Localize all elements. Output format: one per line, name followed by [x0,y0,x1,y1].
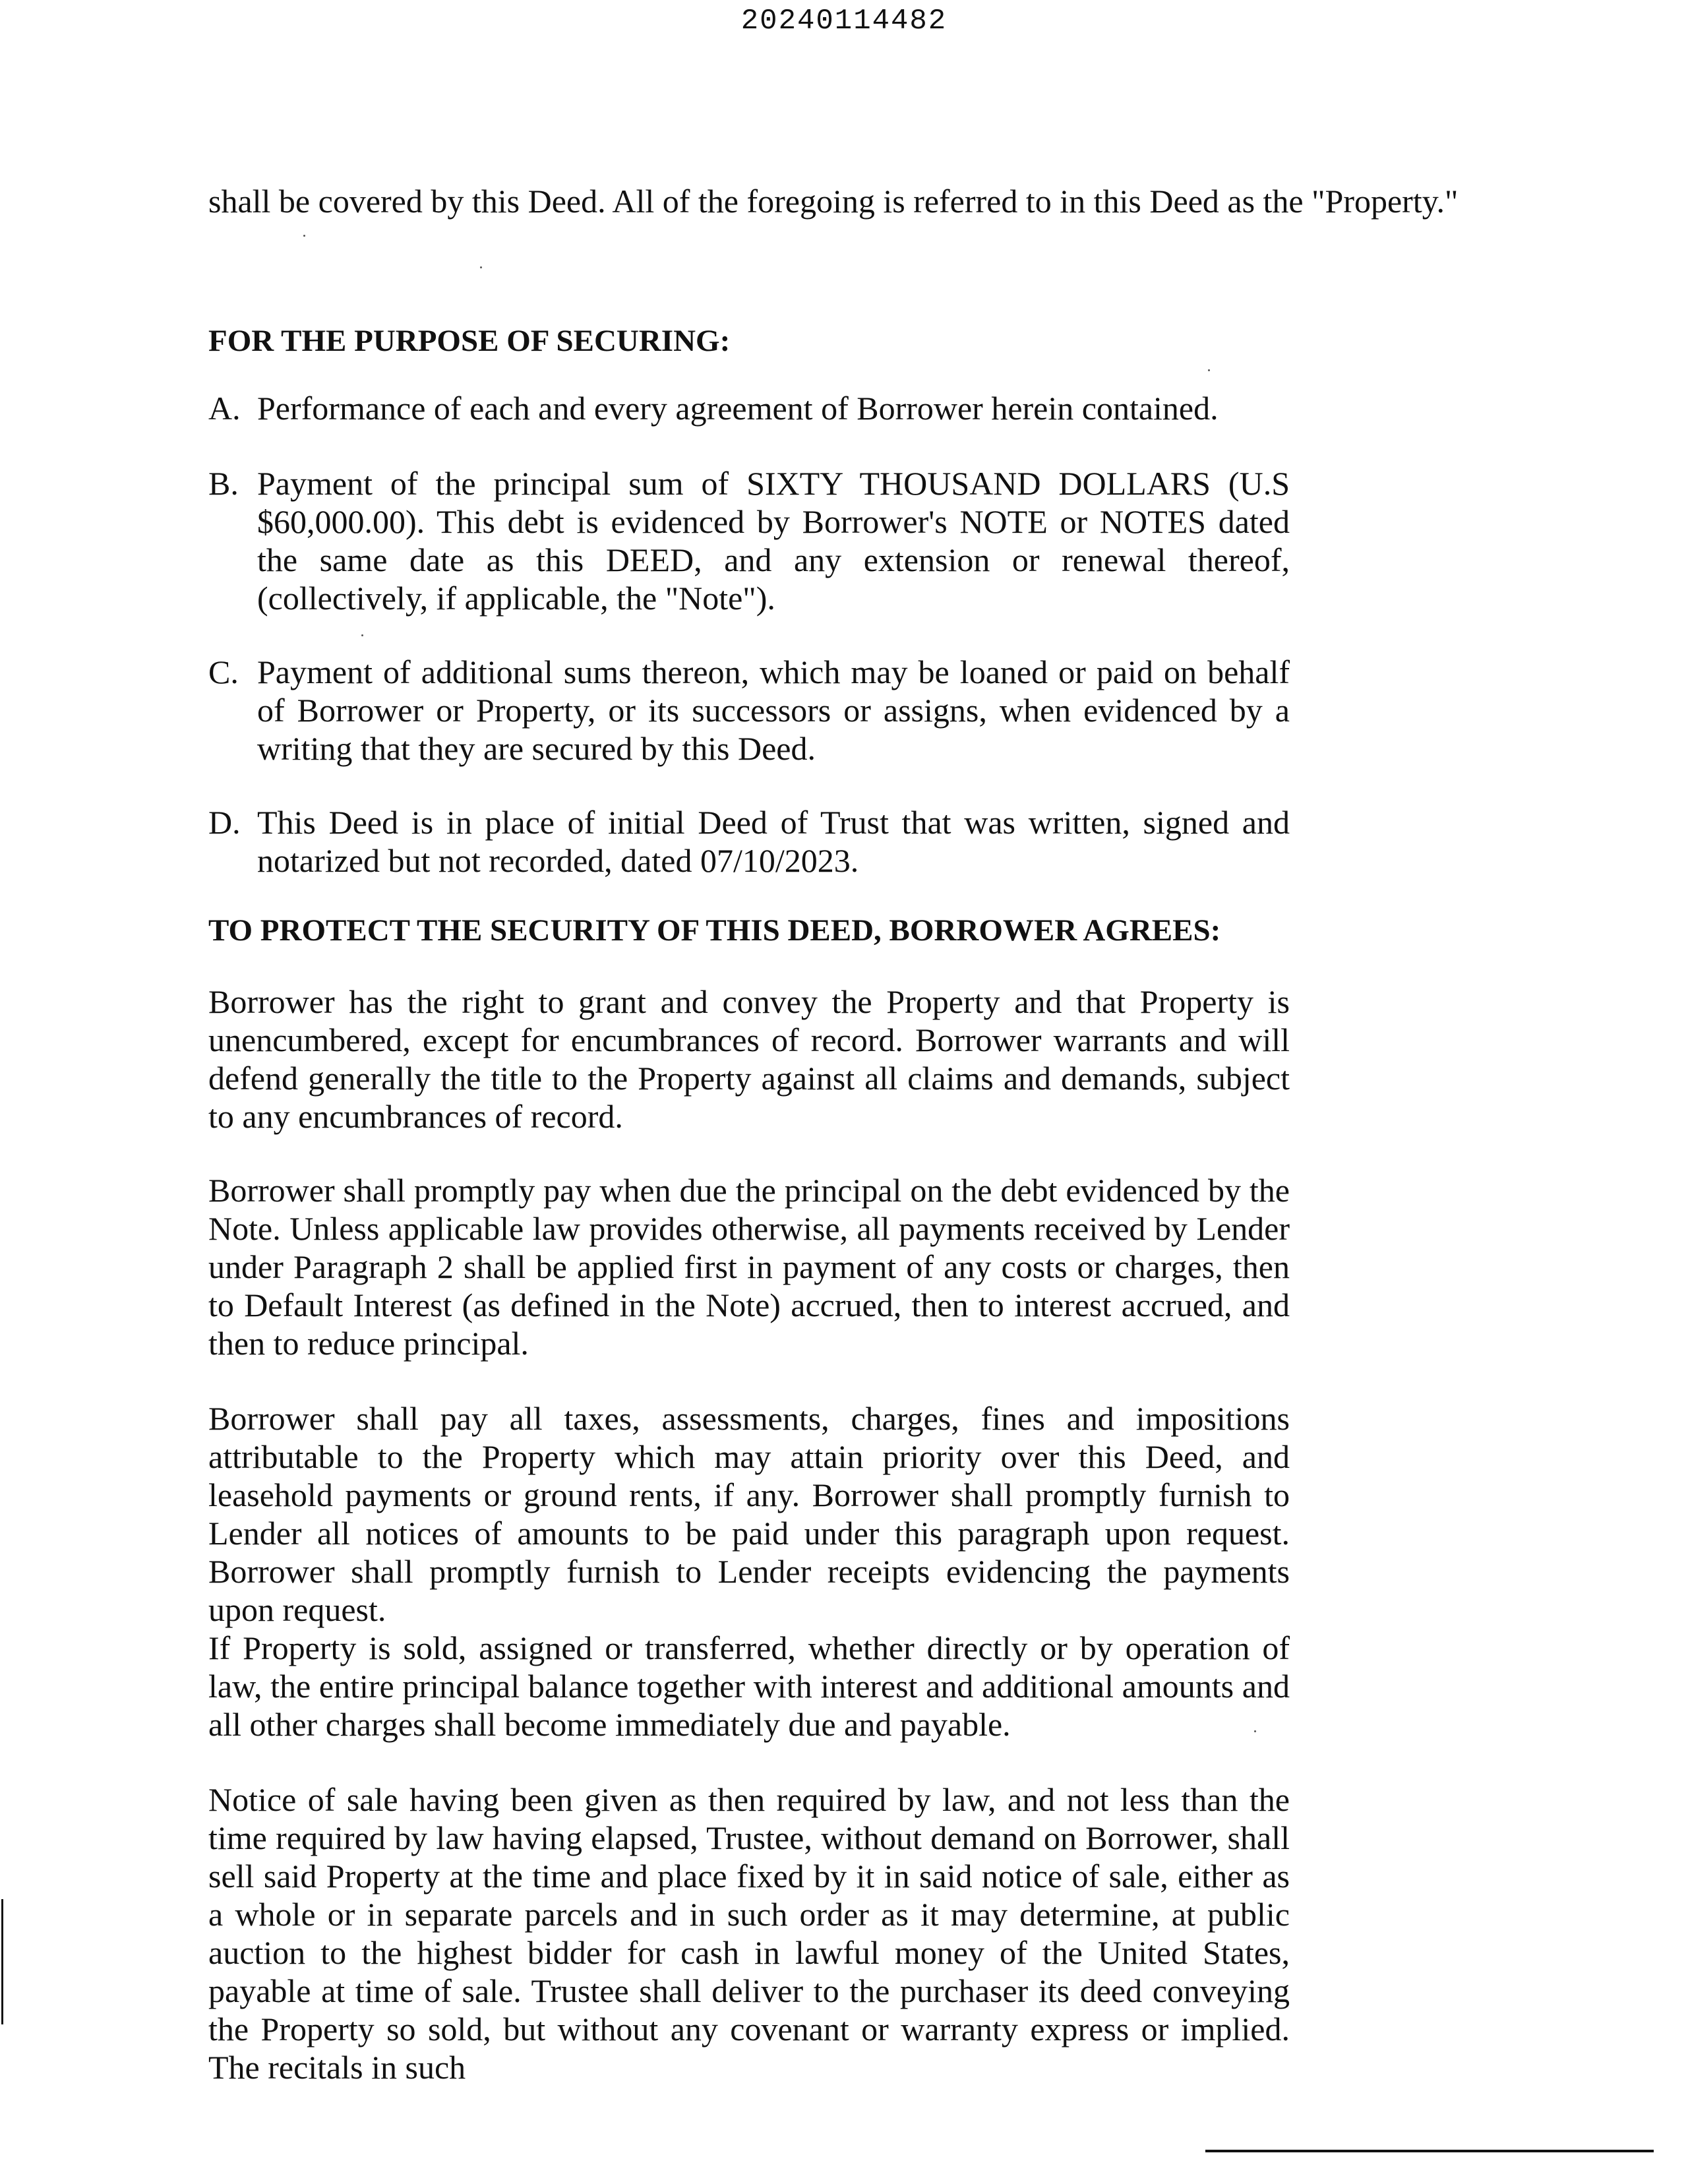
scan-speck [361,634,363,636]
scan-edge-line [1,1899,3,2024]
paragraph-taxes: Borrower shall pay all taxes, assessments, charges, fines and impositions attributable to the Property which may attain priority over this Deed, and leasehold payments or ground rents, if any. Borrower shall promptly furnish to Lender all notices of amounts to be paid under this paragraph upon request. Borrower shall promptly furnish to Lender receipts evidencing the payments upon request. [208,1400,1290,1628]
scan-speck [303,235,305,237]
document-number: 20240114482 [740,5,948,38]
item-letter: D. [208,804,241,841]
item-letter: A. [208,390,241,427]
item-text: Performance of each and every agreement of Borrower herein contained. [257,390,1219,427]
protect-heading: TO PROTECT THE SECURITY OF THIS DEED, BORROWER AGREES: [208,913,1221,948]
paragraph-notice-of-sale: Notice of sale having been given as then required by law, and not less than the time required by law having elapsed, Trustee, without demand on Borrower, shall sell said Property at the time and place fixed by it in said notice of sale, either as a whole or in separate parcels and in such order as it may determine, at public auction to the highest bidder for cash in lawful money of the United States, payable at time of sale. Trustee shall deliver to the purchaser its deed conveying the Property so sold, but without any covenant or warranty express or implied. The recitals in such [208,1781,1290,2086]
item-letter: B. [208,465,239,502]
scan-speck [1254,1730,1256,1732]
purpose-item-c [208,653,1290,768]
signature-line [1205,2150,1654,2152]
paragraph-due-on-sale: If Property is sold, assigned or transferred, whether directly or by operation of law, the entire principal balance together with interest and additional amounts and all other charges shall become immediately due and payable. [208,1629,1290,1743]
purpose-item-b [208,464,1290,617]
item-text: Payment of the principal sum of SIXTY THOUSAND DOLLARS (U.S $60,000.00). This debt is evidenced by Borrower's NOTE or NOTES dated the same date as this DEED, and any extension or renewal thereof, (collectively, if applicable, the "Note"). [257,465,1290,617]
scan-speck [480,266,482,268]
item-text: This Deed is in place of initial Deed of Trust that was written, signed and notarized but not recorded, dated 07/10/2023. [257,804,1290,879]
purpose-item-a [208,389,1290,427]
purpose-item-d [208,803,1290,880]
item-letter: C. [208,653,239,690]
scan-speck [1208,369,1210,371]
paragraph-title-warranty: Borrower has the right to grant and convey the Property and that Property is unencumbered, except for encumbrances of record. Borrower warrants and will defend generally the title to the Property against all claims and demands, subject to any encumbrances of record. [208,983,1290,1135]
item-text: Payment of additional sums thereon, which may be loaned or paid on behalf of Borrower or Property, or its successors or assigns, when evidenced by a writing that they are secured by this Deed. [257,653,1290,767]
paragraph-payment: Borrower shall promptly pay when due the principal on the debt evidenced by the Note. Unless applicable law provides otherwise, all payments received by Lender under Paragraph 2 shall be applied first in payment of any costs or charges, then to Default Interest (as defined in the Note) accrued, then to interest accrued, and then to reduce principal. [208,1172,1290,1362]
intro-line: shall be covered by this Deed. All of the foregoing is referred to in this Deed as the "Property." [208,183,1459,220]
purpose-heading: FOR THE PURPOSE OF SECURING: [208,324,731,358]
